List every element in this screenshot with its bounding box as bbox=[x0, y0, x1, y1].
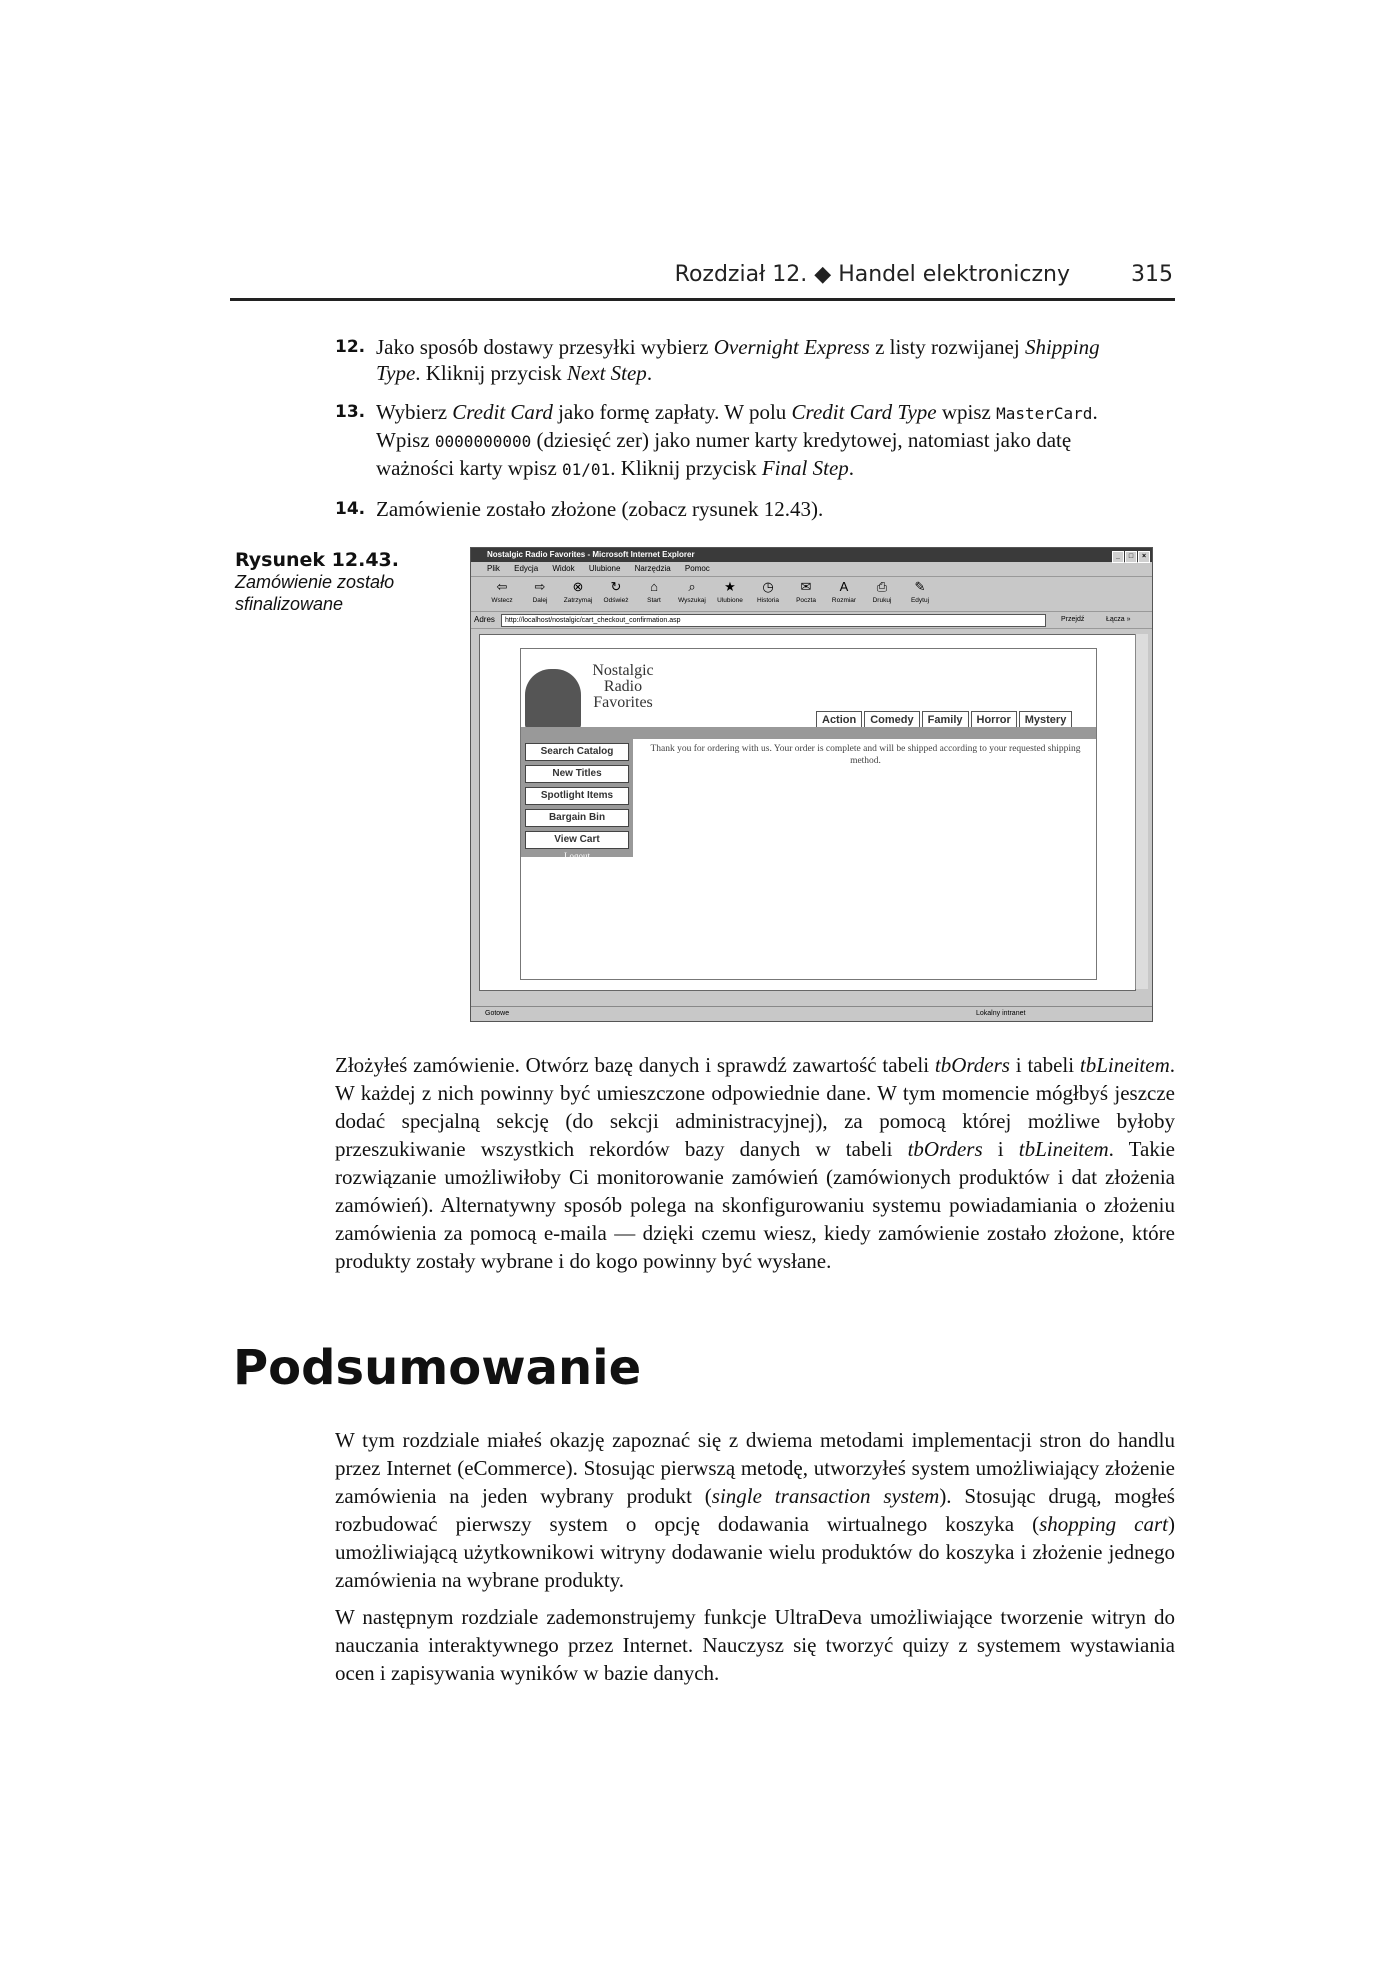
refresh-icon: ↻ bbox=[610, 579, 622, 594]
step-text: Zamówienie zostało złożone (zobacz rysunek 12.43). bbox=[376, 497, 824, 521]
site-frame bbox=[520, 648, 1097, 980]
page-number: 315 bbox=[1131, 262, 1173, 287]
chapter-title: Rozdział 12. ◆ Handel elektroniczny bbox=[674, 262, 1070, 287]
table-name: tbLineitem bbox=[1018, 1137, 1109, 1161]
stop-button[interactable]: ⊗ Zatrzymaj bbox=[559, 577, 597, 611]
history-button[interactable]: ◷ Historia bbox=[749, 577, 787, 611]
order-confirmation-message: Thank you for ordering with us. Your order is complete and will be shipped according to your requested shipping method. bbox=[650, 744, 1081, 766]
term: shopping cart bbox=[1039, 1512, 1168, 1536]
go-button[interactable]: Przejdź bbox=[1061, 616, 1085, 623]
new-titles-button[interactable]: New Titles bbox=[525, 765, 629, 783]
stop-icon: ⊗ bbox=[572, 579, 584, 594]
links-button[interactable]: Łącza » bbox=[1106, 616, 1131, 623]
category-tabs bbox=[816, 711, 1074, 727]
radio-logo-icon bbox=[525, 669, 581, 729]
step-term: Overnight Express bbox=[713, 335, 870, 359]
search-icon: ⌕ bbox=[688, 579, 696, 594]
step-text: . Kliknij przycisk bbox=[610, 456, 762, 480]
caption-text: Zamówienie zostało sfinalizowane bbox=[235, 572, 395, 614]
step-term: Credit Card Type bbox=[791, 400, 937, 424]
step-number: 12. bbox=[335, 337, 366, 357]
security-zone: Lokalny intranet bbox=[976, 1010, 1026, 1017]
history-icon: ◷ bbox=[762, 579, 774, 594]
home-icon: ⌂ bbox=[650, 579, 658, 594]
site-logo-text: Nostalgic Radio Favorites bbox=[592, 662, 654, 711]
step-term: Final Step bbox=[761, 456, 849, 480]
print-icon: ⎙ bbox=[876, 579, 888, 594]
step-text: . Kliknij przycisk bbox=[415, 361, 567, 385]
code-value: 01/01 bbox=[562, 460, 611, 479]
spotlight-items-button[interactable]: Spotlight Items bbox=[525, 787, 629, 805]
site-sidebar bbox=[521, 739, 633, 861]
step-term: Next Step bbox=[566, 361, 647, 385]
page-header bbox=[230, 258, 1175, 301]
caption-title: Rysunek 12.43. bbox=[235, 549, 399, 571]
step-text: Wybierz bbox=[376, 400, 453, 424]
maximize-icon[interactable]: □ bbox=[1125, 551, 1137, 563]
figure-caption bbox=[235, 549, 435, 615]
forward-arrow-icon: ⇨ bbox=[534, 579, 546, 594]
favorites-button[interactable]: ★ Ulubione bbox=[711, 577, 749, 611]
forward-button[interactable]: ⇨ Dalej bbox=[521, 577, 559, 611]
size-button[interactable]: A Rozmiar bbox=[825, 577, 863, 611]
search-catalog-button[interactable]: Search Catalog bbox=[525, 743, 629, 761]
favorites-icon: ★ bbox=[724, 579, 736, 594]
step-term: Shipping Type bbox=[376, 335, 1100, 385]
view-cart-button[interactable]: View Cart bbox=[525, 831, 629, 849]
mail-button[interactable]: ✉ Poczta bbox=[787, 577, 825, 611]
step-term: Credit Card bbox=[452, 400, 553, 424]
tab-comedy[interactable]: Comedy bbox=[864, 711, 919, 727]
menu-item[interactable]: Plik bbox=[487, 564, 500, 573]
back-button[interactable]: ⇦ Wstecz bbox=[483, 577, 521, 611]
table-name: tbLineitem bbox=[1079, 1053, 1170, 1077]
menu-bar bbox=[471, 562, 1152, 577]
code-value: 0000000000 bbox=[434, 432, 532, 451]
font-size-icon: A bbox=[839, 579, 849, 594]
step-text: (dziesięć zer) jako numer karty kredytowej, natomiast jako datę ważności karty wpisz bbox=[376, 428, 1072, 480]
tab-horror[interactable]: Horror bbox=[971, 711, 1017, 727]
status-text: Gotowe bbox=[485, 1010, 510, 1017]
status-bar bbox=[471, 1006, 1152, 1021]
mail-icon: ✉ bbox=[800, 579, 812, 594]
home-button[interactable]: ⌂ Start bbox=[635, 577, 673, 611]
close-icon[interactable]: × bbox=[1138, 551, 1150, 563]
table-name: tbOrders bbox=[907, 1137, 983, 1161]
logout-link[interactable]: Logout bbox=[564, 851, 590, 861]
step-12 bbox=[335, 334, 1135, 386]
address-label: Adres bbox=[474, 615, 495, 624]
site-header-bar bbox=[521, 727, 1096, 739]
body-paragraph: Złożyłeś zamówienie. Otwórz bazę danych i sprawdź zawartość tabeli tbOrders i tabeli tbLineitem. W każdej z nich powinny być umieszczone odpowiednie dane. W tym momencie mógłbyś jeszcze dodać specjalną sekcję (do sekcji administracyjnej), za pomocą której możliwe byłoby przeszukiwanie wszystkich rekordów bazy danych w tabeli tbOrders i tbLineitem. Takie rozwiązanie umożliwiłoby Ci monitorowanie zamówień (zamówionych produktów i dat złożenia zamówień). Alternatywny sposób polega na skonfigurowaniu systemu powiadamiania o złożeniu zamówienia za pomocą e-maila — dzięki czemu wiesz, kiedy zamówienie zostało złożone, które produkty zostały wybrane i do kogo powinny być wysłane. bbox=[335, 1053, 1175, 1273]
code-value: MasterCard bbox=[996, 404, 1093, 423]
step-text: z listy rozwijanej bbox=[869, 335, 1025, 359]
section-heading: Podsumowanie bbox=[233, 1340, 642, 1396]
browser-screenshot bbox=[470, 547, 1153, 1022]
back-arrow-icon: ⇦ bbox=[496, 579, 508, 594]
window-titlebar bbox=[471, 548, 1152, 562]
step-14 bbox=[335, 496, 1135, 522]
refresh-button[interactable]: ↻ Odśwież bbox=[597, 577, 635, 611]
page-viewport bbox=[479, 634, 1136, 991]
table-name: tbOrders bbox=[934, 1053, 1010, 1077]
menu-item[interactable]: Edycja bbox=[514, 564, 539, 573]
step-text: . Wpisz bbox=[376, 400, 1098, 452]
step-text: . bbox=[646, 361, 653, 385]
search-button[interactable]: ⌕ Wyszukaj bbox=[673, 577, 711, 611]
next-chapter-paragraph: W następnym rozdziale zademonstrujemy funkcje UltraDeva umożliwiające tworzenie witryn do nauczania interaktywnego przez Internet. Nauczysz się tworzyć quizy z systemem wystawiania ocen i zapisywania wyników w bazie danych. bbox=[335, 1605, 1175, 1685]
browser-toolbar bbox=[471, 577, 1152, 612]
menu-item[interactable]: Narzędzia bbox=[634, 564, 671, 573]
tab-action[interactable]: Action bbox=[816, 711, 862, 727]
menu-item[interactable]: Pomoc bbox=[684, 564, 710, 573]
step-number: 14. bbox=[335, 499, 366, 519]
step-number: 13. bbox=[335, 402, 366, 422]
summary-paragraph: W tym rozdziale miałeś okazję zapoznać się z dwiema metodami implementacji stron do handlu przez Internet (eCommerce). Stosując pierwszą metodę, utworzyłeś system umożliwiający złożenie zamówienia na jeden wybrany produkt (single transaction system). Stosując drugą, mogłeś rozbudować pierwszy system o opcję dodawania wirtualnego koszyka (shopping cart) umożliwiającą użytkownikowi witryny dodawanie wielu produktów do koszyka i złożenie jednego zamówienia na wybrane produkty. bbox=[335, 1428, 1175, 1592]
step-text: wpisz bbox=[936, 400, 997, 424]
term: single transaction system bbox=[711, 1484, 940, 1508]
menu-item[interactable]: Ulubione bbox=[588, 564, 621, 573]
window-title: Nostalgic Radio Favorites - Microsoft Internet Explorer bbox=[487, 550, 695, 559]
minimize-icon[interactable]: _ bbox=[1112, 551, 1124, 563]
vertical-scrollbar[interactable] bbox=[1135, 634, 1148, 989]
menu-item[interactable]: Widok bbox=[552, 564, 575, 573]
print-button[interactable]: ⎙ Drukuj bbox=[863, 577, 901, 611]
edit-icon: ✎ bbox=[914, 579, 926, 594]
edit-button[interactable]: ✎ Edytuj bbox=[901, 577, 939, 611]
bargain-bin-button[interactable]: Bargain Bin bbox=[525, 809, 629, 827]
step-13 bbox=[335, 399, 1135, 483]
tab-mystery[interactable]: Mystery bbox=[1019, 711, 1073, 727]
tab-family[interactable]: Family bbox=[922, 711, 969, 727]
window-controls bbox=[1111, 549, 1150, 563]
steps-list bbox=[335, 334, 1135, 535]
step-text: Jako sposób dostawy przesyłki wybierz bbox=[376, 335, 714, 359]
step-text: jako formę zapłaty. W polu bbox=[552, 400, 792, 424]
address-bar bbox=[471, 612, 1152, 629]
step-text: . bbox=[848, 456, 855, 480]
address-input[interactable]: http://localhost/nostalgic/cart_checkout_confirmation.asp bbox=[501, 614, 1046, 627]
